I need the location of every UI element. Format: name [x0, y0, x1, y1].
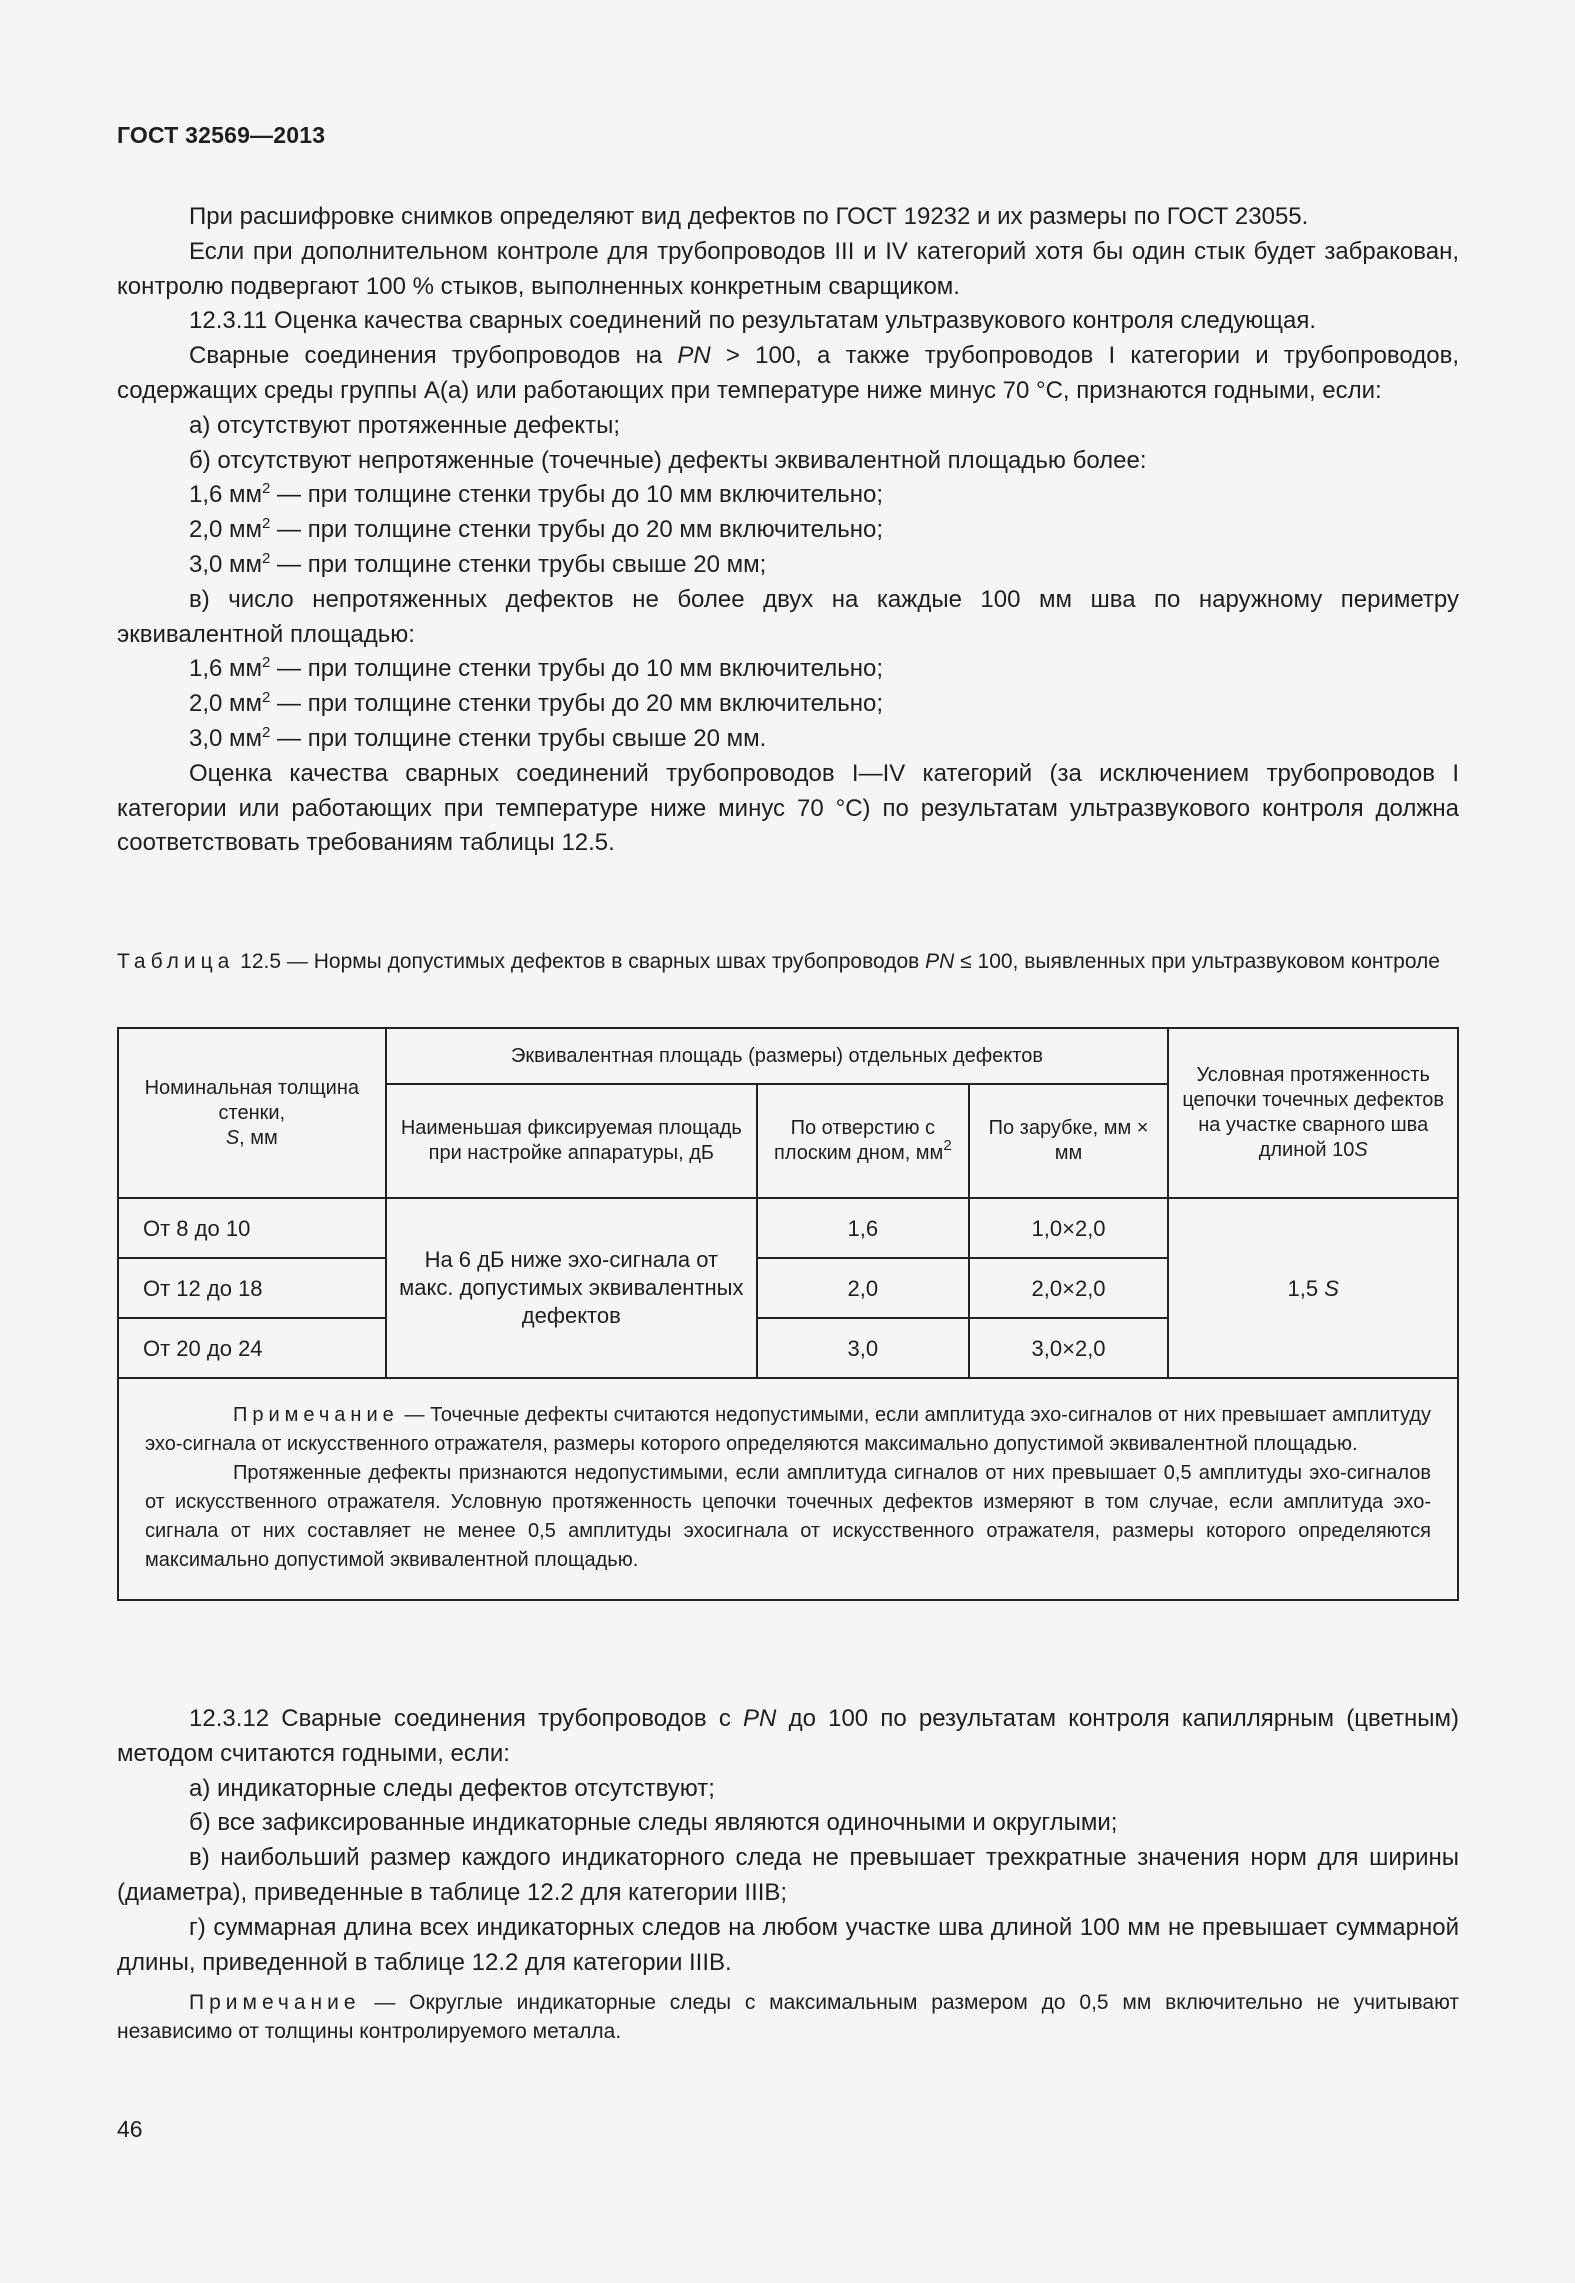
list-item: г) суммарная длина всех индикаторных следов на любом участке шва длиной 100 мм не превышает суммарной длины, приведенной в таблице 12.2 для категории IIIВ.: [117, 1913, 1459, 1976]
section-12-3-12: [117, 1702, 1459, 1980]
cell-notch: 1,0×2,0: [969, 1198, 1169, 1258]
column-header-chain-length: Условная протяженность цепочки точечных дефектов на участке сварного шва длиной 10S: [1168, 1028, 1458, 1198]
list-item: б) все зафиксированные индикаторные следы являются одиночными и округлыми;: [189, 1809, 1118, 1837]
cell-thickness: От 12 до 18: [118, 1258, 386, 1318]
list-item: 1,6 $мм^2$ — при толщине стенки трубы до 10 мм включительно;: [189, 480, 884, 509]
defect-norms-table: [117, 1027, 1459, 1601]
cell-sensitivity: На 6 дБ ниже эхо-сигнала от макс. допустимых эквивалентных дефектов: [386, 1198, 757, 1378]
list-item: 2,0 $мм^2$ — при толщине стенки трубы до 20 мм включительно;: [189, 515, 884, 544]
list-item: а) индикаторные следы дефектов отсутствуют;: [189, 1774, 715, 1802]
cell-thickness: От 20 до 24: [118, 1318, 386, 1378]
paragraph: 12.3.12 Сварные соединения трубопроводов с PN до 100 по результатам контроля капиллярным (цветным) методом считаются годными, если:: [117, 1705, 1459, 1767]
paragraph: 12.3.11 Оценка качества сварных соединений по результатам ультразвукового контроля следующая.: [189, 307, 1316, 335]
list-item: б) отсутствуют непротяженные (точечные) дефекты эквивалентной площадью более:: [189, 446, 1147, 474]
cell-hole: 2,0: [757, 1258, 969, 1318]
cell-thickness: От 8 до 10: [118, 1198, 386, 1258]
list-item: в) наибольший размер каждого индикаторного следа не превышает трехкратные значения норм для ширины (диаметра), приведенные в таблице 12.2 для категории IIIВ;: [117, 1844, 1459, 1906]
column-header-thickness: Номинальная толщина стенки, S, мм: [118, 1028, 386, 1198]
list-item: 3,0 $мм^2$ — при толщине стенки трубы свыше 20 мм;: [189, 549, 767, 578]
table-row: [118, 1198, 1458, 1258]
paragraph: Сварные соединения трубопроводов на PN > 100, а также трубопроводов I категории и трубопроводов, содержащих среды группы А(а) или работающих при температуре ниже минус 70 °С, признаются годными, если:: [117, 342, 1460, 404]
paragraph: Оценка качества сварных соединений трубопроводов I—IV категорий (за исключением трубопроводов I категории или работающих при температуре ниже минус 70 °С) по результатам ультразвукового контроля должна соответствовать требованиям таблицы 12.5.: [117, 759, 1459, 857]
bottom-note: Примечание — Округлые индикаторные следы с максимальным размером до 0,5 мм включительно не учитывают независимо от толщины контролируемого металла.: [117, 1991, 1459, 2043]
list-item: а) отсутствуют протяженные дефекты;: [189, 411, 621, 439]
column-header-flat-hole: По отверстию с плоским дном, $мм^2$: [757, 1084, 969, 1198]
paragraph: Если при дополнительном контроле для трубопроводов III и IV категорий хотя бы один стык будет забракован, контролю подвергают 100 % стыков, выполненных конкретным сварщиком.: [117, 237, 1459, 300]
table-note: Примечание — Точечные дефекты считаются недопустимыми, если амплитуда эхо-сигналов от них превышает амплитуду эхо-сигнала от искусственного отражателя, размеры которого определяются максимально допустимой эквивалентной площадью. Протяженные дефекты признаются недопустимыми, если амплитуда сигналов от них превышает 0,5 амплитуды эхо-сигналов от искусственного отражателя. Условную протяженность цепочки точечных дефектов измеряют в том случае, если амплитуда эхо-сигнала от них составляет не менее 0,5 амплитуды эхосигнала от искусственного отражателя, размеры которого определяются максимально допустимой эквивалентной площадью.: [118, 1378, 1458, 1600]
column-header-group: Эквивалентная площадь (размеры) отдельных дефектов: [386, 1028, 1169, 1084]
cell-chain-length: 1,5 S: [1168, 1198, 1458, 1378]
body-text: [117, 200, 1459, 861]
list-item: 2,0 $мм^2$ — при толщине стенки трубы до 20 мм включительно;: [189, 689, 884, 718]
list-item: 1,6 $мм^2$ — при толщине стенки трубы до 10 мм включительно;: [189, 654, 884, 683]
page-number: 46: [117, 2116, 143, 2142]
table-caption: Таблица 12.5 — Нормы допустимых дефектов в сварных швах трубопроводов PN ≤ 100, выявленных при ультразвуковом контроле: [117, 950, 1440, 973]
cell-notch: 2,0×2,0: [969, 1258, 1169, 1318]
paragraph: При расшифровке снимков определяют вид дефектов по ГОСТ 19232 и их размеры по ГОСТ 23055.: [189, 203, 1309, 230]
list-item: 3,0 $мм^2$ — при толщине стенки трубы свыше 20 мм.: [189, 723, 767, 752]
cell-notch: 3,0×2,0: [969, 1318, 1169, 1378]
cell-hole: 3,0: [757, 1318, 969, 1378]
column-header-notch: По зарубке, мм × мм: [969, 1084, 1169, 1198]
cell-hole: 1,6: [757, 1198, 969, 1258]
column-header-sensitivity: Наименьшая фиксируемая площадь при настройке аппаратуры, дБ: [386, 1084, 757, 1198]
list-item: в) число непротяженных дефектов не более двух на каждые 100 мм шва по наружному периметру эквивалентной площадью:: [117, 585, 1459, 648]
document-header: ГОСТ 32569—2013: [117, 122, 326, 148]
